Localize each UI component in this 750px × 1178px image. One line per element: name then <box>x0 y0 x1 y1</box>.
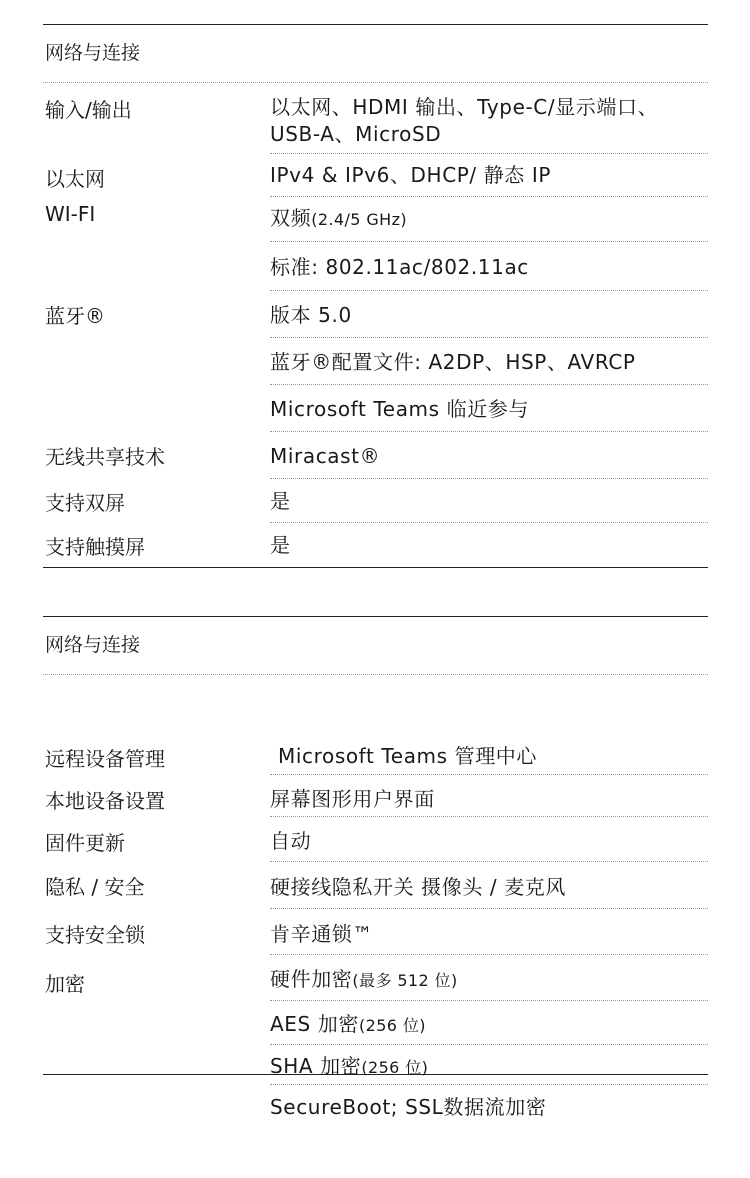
row-value: Microsoft Teams 管理中心 <box>270 733 708 775</box>
row-label: 以太网 <box>45 167 105 191</box>
row-value <box>270 1001 708 1045</box>
row-label: 加密 <box>45 972 85 996</box>
row-value <box>270 1045 708 1085</box>
row-value: 肯辛通锁™ <box>270 909 708 955</box>
row-value: 是 <box>270 479 708 523</box>
row-value: 标准: 802.11ac/802.11ac <box>270 242 708 291</box>
row-label: 固件更新 <box>45 831 125 855</box>
row-value-line: 以太网、HDMI 输出、Type-C/显示端口、 <box>270 95 659 119</box>
spec-table-management <box>43 616 708 1119</box>
row-value-text: AES 加密 <box>270 1012 359 1036</box>
row-value-text: 硬件加密 <box>270 967 353 991</box>
row-value-text: SHA 加密 <box>270 1054 362 1078</box>
row-label: 蓝牙® <box>45 304 105 328</box>
row-value: 自动 <box>270 817 708 862</box>
row-label: 本地设备设置 <box>45 789 165 813</box>
row-label: 支持触摸屏 <box>45 535 145 559</box>
row-value: SecureBoot; SSL数据流加密 <box>270 1095 547 1119</box>
row-label: WI-FI <box>45 202 96 226</box>
row-value-note: (最多 512 位) <box>352 971 458 990</box>
row-value-note: (256 位) <box>358 1016 426 1035</box>
row-value-text: 双频 <box>270 206 312 230</box>
row-label: 隐私 / 安全 <box>45 875 145 899</box>
row-value <box>270 197 708 242</box>
row-value: Microsoft Teams 临近参与 <box>270 385 708 432</box>
spec-table-network <box>43 24 708 568</box>
row-label: 无线共享技术 <box>45 445 165 469</box>
row-value: IPv4 & IPv6、DHCP/ 静态 IP <box>270 153 708 197</box>
row-value-line: USB-A、MicroSD <box>270 122 442 146</box>
row-value: 硬接线隐私开关 摄像头 / 麦克风 <box>270 862 708 909</box>
section-title: 网络与连接 <box>43 617 708 675</box>
row-value-note: (256 位) <box>361 1058 429 1077</box>
row-label: 输入/输出 <box>45 98 132 122</box>
row-label: 支持双屏 <box>45 491 125 515</box>
row-value: 蓝牙®配置文件: A2DP、HSP、AVRCP <box>270 338 708 385</box>
row-value: 版本 5.0 <box>270 291 708 338</box>
row-value <box>270 955 708 1001</box>
row-value: 是 <box>270 533 291 557</box>
section-title: 网络与连接 <box>43 25 708 83</box>
row-value <box>270 94 708 154</box>
row-value-note: (2.4/5 GHz) <box>311 210 408 229</box>
row-value: Miracast® <box>270 432 708 479</box>
row-label: 远程设备管理 <box>45 747 165 771</box>
row-value: 屏幕图形用户界面 <box>270 775 708 817</box>
row-label: 支持安全锁 <box>45 923 145 947</box>
